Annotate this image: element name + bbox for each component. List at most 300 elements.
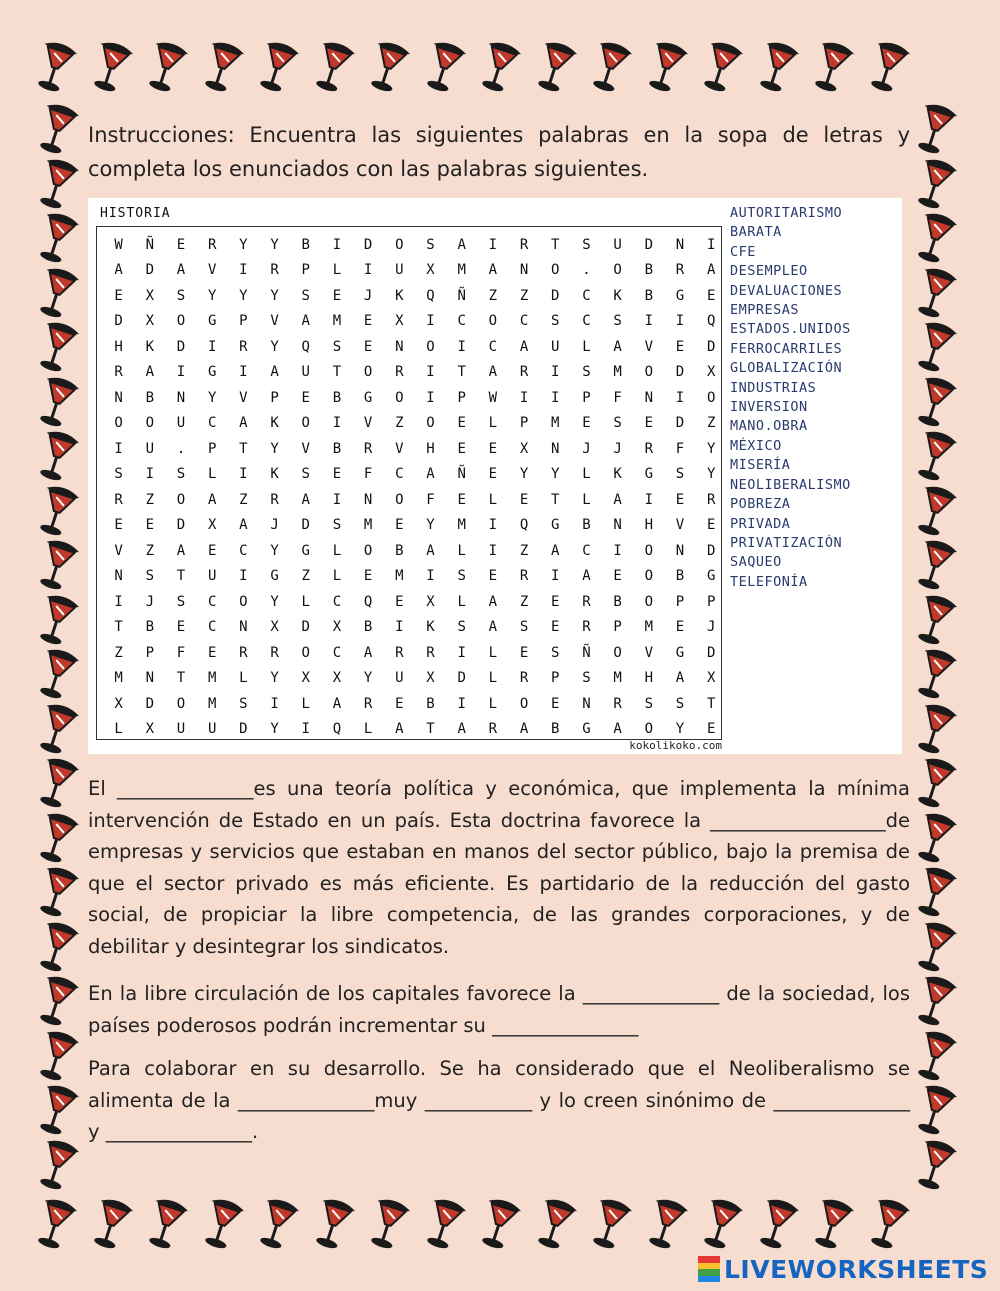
grid-letter[interactable]: C [395,466,404,483]
grid-letter[interactable]: K [145,338,154,355]
grid-letter[interactable]: E [457,440,466,457]
grid-letter[interactable]: S [457,568,466,585]
grid-letter[interactable]: P [457,389,466,406]
grid-letter[interactable]: A [301,491,310,508]
grid-letter[interactable]: E [675,338,685,355]
grid-letter[interactable]: E [332,466,342,483]
grid-letter[interactable]: X [706,670,716,687]
grid-letter[interactable]: S [457,619,466,636]
grid-letter[interactable]: A [332,695,342,712]
grid-letter[interactable]: U [207,568,217,585]
grid-letter[interactable]: G [207,364,217,381]
grid-letter[interactable]: G [551,517,560,534]
grid-letter[interactable]: G [675,287,685,304]
grid-letter[interactable]: G [675,644,685,661]
grid-letter[interactable]: B [613,593,622,610]
grid-letter[interactable]: V [395,440,404,457]
grid-letter[interactable]: E [551,593,560,610]
grid-letter[interactable]: B [145,619,154,636]
grid-letter[interactable]: U [207,721,217,738]
grid-letter[interactable]: A [457,236,466,253]
grid-letter[interactable]: K [613,287,622,304]
grid-letter[interactable]: B [301,236,310,253]
grid-letter[interactable]: L [363,721,373,738]
grid-letter[interactable]: S [239,695,248,712]
grid-letter[interactable]: H [644,670,653,687]
grid-letter[interactable]: O [176,491,186,508]
grid-letter[interactable]: A [239,517,248,534]
grid-letter[interactable]: I [644,313,653,330]
grid-letter[interactable]: E [706,287,716,304]
grid-letter[interactable]: D [176,338,186,355]
grid-letter[interactable]: S [644,695,653,712]
grid-letter[interactable]: L [488,491,498,508]
grid-letter[interactable]: D [301,517,310,534]
grid-letter[interactable]: E [457,415,466,432]
grid-letter[interactable]: Y [270,542,279,559]
grid-letter[interactable]: C [457,313,466,330]
grid-letter[interactable]: A [613,338,622,355]
grid-letter[interactable]: W [488,389,498,406]
grid-letter[interactable]: I [207,338,217,355]
grid-letter[interactable]: F [426,491,435,508]
grid-letter[interactable]: O [395,236,404,253]
grid-letter[interactable]: R [239,338,248,355]
grid-letter[interactable]: E [207,542,217,559]
grid-letter[interactable]: I [426,364,435,381]
grid-letter[interactable]: Y [239,236,248,253]
grid-letter[interactable]: E [457,491,466,508]
grid-letter[interactable]: L [301,695,310,712]
grid-letter[interactable]: A [519,338,529,355]
grid-letter[interactable]: O [644,568,653,585]
grid-letter[interactable]: V [114,542,123,559]
grid-letter[interactable]: L [582,491,591,508]
grid-letter[interactable]: L [301,593,310,610]
grid-letter[interactable]: E [488,440,498,457]
grid-letter[interactable]: E [519,644,529,661]
grid-letter[interactable]: F [363,466,373,483]
grid-letter[interactable]: E [488,568,498,585]
grid-letter[interactable]: Z [145,542,154,559]
letter-grid[interactable] [103,232,727,742]
grid-letter[interactable]: M [207,695,217,712]
grid-letter[interactable]: D [145,695,154,712]
grid-letter[interactable]: L [332,568,342,585]
grid-letter[interactable]: A [176,542,186,559]
grid-letter[interactable]: I [239,262,248,279]
grid-letter[interactable]: L [488,415,498,432]
grid-letter[interactable]: R [239,644,248,661]
grid-letter[interactable]: I [706,236,716,253]
grid-letter[interactable]: D [145,262,154,279]
grid-letter[interactable]: O [363,364,373,381]
grid-letter[interactable]: A [488,262,498,279]
grid-letter[interactable]: U [176,721,186,738]
grid-letter[interactable]: P [613,619,622,636]
grid-letter[interactable]: A [488,364,498,381]
grid-letter[interactable]: B [582,517,591,534]
grid-letter[interactable]: N [613,517,622,534]
grid-letter[interactable]: O [114,415,123,432]
grid-letter[interactable]: A [706,262,716,279]
grid-letter[interactable]: W [114,236,123,253]
grid-letter[interactable]: I [239,364,248,381]
grid-letter[interactable]: I [675,389,685,406]
grid-letter[interactable]: P [675,593,685,610]
grid-letter[interactable]: R [675,262,685,279]
grid-letter[interactable]: G [207,313,217,330]
grid-letter[interactable]: S [613,415,622,432]
grid-letter[interactable]: Y [706,440,716,457]
grid-letter[interactable]: B [551,721,560,738]
grid-letter[interactable]: J [145,593,154,610]
grid-letter[interactable]: L [582,338,591,355]
grid-letter[interactable]: E [363,313,373,330]
grid-letter[interactable]: I [239,568,248,585]
grid-letter[interactable]: S [332,517,342,534]
grid-letter[interactable]: E [644,415,653,432]
grid-letter[interactable]: U [395,670,404,687]
grid-letter[interactable]: Ñ [582,644,591,661]
grid-letter[interactable]: E [363,568,373,585]
grid-letter[interactable]: X [426,593,435,610]
grid-letter[interactable]: D [675,415,685,432]
grid-letter[interactable]: I [332,491,342,508]
grid-letter[interactable]: V [644,644,653,661]
grid-letter[interactable]: D [301,619,310,636]
grid-letter[interactable]: X [332,619,342,636]
grid-letter[interactable]: R [207,236,217,253]
grid-letter[interactable]: F [176,644,186,661]
grid-letter[interactable]: R [582,619,591,636]
grid-letter[interactable]: R [426,644,435,661]
grid-letter[interactable]: L [114,721,123,738]
grid-letter[interactable]: H [114,338,123,355]
grid-letter[interactable]: D [706,338,716,355]
grid-letter[interactable]: P [145,644,154,661]
grid-letter[interactable]: E [114,287,123,304]
grid-letter[interactable]: K [426,619,435,636]
grid-letter[interactable]: G [301,542,310,559]
grid-letter[interactable]: B [395,542,404,559]
grid-letter[interactable]: X [395,313,404,330]
grid-letter[interactable]: E [582,415,591,432]
grid-letter[interactable]: C [207,593,217,610]
grid-letter[interactable]: Q [332,721,342,738]
grid-letter[interactable]: A [176,262,186,279]
grid-letter[interactable]: I [457,644,466,661]
grid-letter[interactable]: X [706,364,716,381]
grid-letter[interactable]: M [114,670,123,687]
grid-letter[interactable]: I [488,542,498,559]
grid-letter[interactable]: X [145,721,154,738]
grid-letter[interactable]: T [426,721,435,738]
grid-letter[interactable]: P [301,262,310,279]
grid-letter[interactable]: P [270,389,279,406]
grid-letter[interactable]: M [457,517,466,534]
grid-letter[interactable]: . [176,440,186,457]
grid-letter[interactable]: T [551,236,560,253]
grid-letter[interactable]: J [613,440,622,457]
grid-letter[interactable]: I [114,440,123,457]
grid-letter[interactable]: I [613,542,622,559]
grid-letter[interactable]: V [675,517,685,534]
grid-letter[interactable]: K [395,287,404,304]
grid-letter[interactable]: C [207,619,217,636]
grid-letter[interactable]: Z [519,287,529,304]
grid-letter[interactable]: D [176,517,186,534]
grid-letter[interactable]: N [145,670,154,687]
grid-letter[interactable]: L [488,670,498,687]
grid-letter[interactable]: L [332,542,342,559]
grid-letter[interactable]: N [675,542,685,559]
grid-letter[interactable]: M [363,517,373,534]
grid-letter[interactable]: N [363,491,373,508]
grid-letter[interactable]: O [551,262,560,279]
grid-letter[interactable]: M [551,415,560,432]
grid-letter[interactable]: M [613,670,622,687]
grid-letter[interactable]: A [613,721,622,738]
grid-letter[interactable]: I [675,313,685,330]
grid-letter[interactable]: Ñ [145,236,154,253]
grid-letter[interactable]: E [675,619,685,636]
grid-letter[interactable]: B [332,440,342,457]
grid-letter[interactable]: I [488,517,498,534]
grid-letter[interactable]: R [613,695,622,712]
grid-letter[interactable]: X [207,517,217,534]
grid-letter[interactable]: U [551,338,560,355]
grid-letter[interactable]: R [519,568,529,585]
grid-letter[interactable]: Ñ [457,466,466,483]
grid-letter[interactable]: I [301,721,310,738]
grid-letter[interactable]: P [582,389,591,406]
grid-letter[interactable]: I [551,568,560,585]
grid-letter[interactable]: D [675,364,685,381]
grid-letter[interactable]: U [395,262,404,279]
grid-letter[interactable]: T [706,695,716,712]
grid-letter[interactable]: N [395,338,404,355]
grid-letter[interactable]: L [207,466,217,483]
grid-letter[interactable]: Q [519,517,529,534]
grid-letter[interactable]: A [114,262,123,279]
grid-letter[interactable]: E [114,517,123,534]
grid-letter[interactable]: O [395,389,404,406]
grid-letter[interactable]: I [363,262,373,279]
grid-letter[interactable]: Y [675,721,685,738]
grid-letter[interactable]: E [363,338,373,355]
grid-letter[interactable]: R [519,670,529,687]
grid-letter[interactable]: A [426,542,435,559]
grid-letter[interactable]: U [145,440,154,457]
grid-letter[interactable]: E [519,491,529,508]
grid-letter[interactable]: E [551,619,560,636]
grid-letter[interactable]: C [488,338,498,355]
grid-letter[interactable]: I [270,695,279,712]
grid-letter[interactable]: S [551,313,560,330]
grid-letter[interactable]: P [706,593,716,610]
grid-letter[interactable]: T [176,670,186,687]
grid-letter[interactable]: B [145,389,154,406]
grid-letter[interactable]: Y [270,593,279,610]
grid-letter[interactable]: J [363,287,373,304]
grid-letter[interactable]: D [706,542,716,559]
grid-letter[interactable]: X [332,670,342,687]
grid-letter[interactable]: N [114,568,123,585]
grid-letter[interactable]: E [706,517,716,534]
grid-letter[interactable]: M [457,262,466,279]
grid-letter[interactable]: R [270,262,279,279]
grid-letter[interactable]: O [239,593,248,610]
grid-letter[interactable]: L [457,593,466,610]
grid-letter[interactable]: S [582,236,591,253]
grid-letter[interactable]: Z [239,491,248,508]
grid-letter[interactable]: C [332,593,342,610]
grid-letter[interactable]: I [395,619,404,636]
grid-letter[interactable]: Ñ [457,287,466,304]
grid-letter[interactable]: X [301,670,310,687]
grid-letter[interactable]: Y [706,466,716,483]
grid-letter[interactable]: . [582,262,591,279]
grid-letter[interactable]: E [301,389,310,406]
grid-letter[interactable]: Y [207,287,217,304]
grid-letter[interactable]: B [644,262,653,279]
grid-letter[interactable]: Y [270,670,279,687]
grid-letter[interactable]: R [363,695,373,712]
grid-letter[interactable]: O [301,644,310,661]
grid-letter[interactable]: R [519,364,529,381]
grid-letter[interactable]: K [270,415,279,432]
grid-letter[interactable]: X [145,287,154,304]
grid-letter[interactable]: E [395,517,404,534]
grid-letter[interactable]: V [239,389,248,406]
grid-letter[interactable]: S [551,644,560,661]
grid-letter[interactable]: R [270,491,279,508]
grid-letter[interactable]: A [488,619,498,636]
grid-letter[interactable]: N [519,262,529,279]
grid-letter[interactable]: Q [706,313,716,330]
grid-letter[interactable]: A [239,415,248,432]
grid-letter[interactable]: S [114,466,123,483]
grid-letter[interactable]: U [301,364,310,381]
grid-letter[interactable]: O [426,338,435,355]
grid-letter[interactable]: H [426,440,435,457]
grid-letter[interactable]: R [488,721,498,738]
grid-letter[interactable]: O [644,542,653,559]
grid-letter[interactable]: N [176,389,186,406]
grid-letter[interactable]: Z [706,415,716,432]
grid-letter[interactable]: I [457,338,466,355]
grid-letter[interactable]: X [145,313,154,330]
grid-letter[interactable]: J [270,517,279,534]
grid-letter[interactable]: S [675,695,685,712]
grid-letter[interactable]: I [426,389,435,406]
grid-letter[interactable]: G [270,568,279,585]
grid-letter[interactable]: Z [301,568,310,585]
grid-letter[interactable]: P [551,670,560,687]
grid-letter[interactable]: S [176,593,186,610]
grid-letter[interactable]: Y [270,440,279,457]
grid-letter[interactable]: X [426,262,435,279]
grid-letter[interactable]: N [675,236,685,253]
grid-letter[interactable]: P [207,440,217,457]
grid-letter[interactable]: Z [145,491,154,508]
grid-letter[interactable]: M [613,364,622,381]
grid-letter[interactable]: O [176,695,186,712]
grid-letter[interactable]: Q [426,287,435,304]
grid-letter[interactable]: N [644,389,653,406]
grid-letter[interactable]: O [644,364,653,381]
grid-letter[interactable]: E [551,695,560,712]
grid-letter[interactable]: S [426,236,435,253]
grid-letter[interactable]: O [613,644,622,661]
grid-letter[interactable]: X [270,619,279,636]
grid-letter[interactable]: I [145,466,154,483]
grid-letter[interactable]: E [675,491,685,508]
grid-letter[interactable]: D [644,236,653,253]
grid-letter[interactable]: Q [363,593,373,610]
grid-letter[interactable]: E [488,466,498,483]
grid-letter[interactable]: Y [270,236,279,253]
grid-letter[interactable]: A [395,721,404,738]
grid-letter[interactable]: R [114,364,123,381]
grid-letter[interactable]: P [519,415,529,432]
grid-letter[interactable]: R [363,440,373,457]
grid-letter[interactable]: S [582,670,591,687]
grid-letter[interactable]: M [644,619,653,636]
grid-letter[interactable]: M [395,568,404,585]
grid-letter[interactable]: S [332,338,342,355]
grid-letter[interactable]: Z [114,644,123,661]
grid-letter[interactable]: I [114,593,123,610]
grid-letter[interactable]: I [332,236,342,253]
grid-letter[interactable]: J [582,440,591,457]
grid-letter[interactable]: G [706,568,716,585]
grid-letter[interactable]: A [613,491,622,508]
grid-letter[interactable]: A [457,721,466,738]
grid-letter[interactable]: C [519,313,529,330]
grid-letter[interactable]: A [145,364,154,381]
grid-letter[interactable]: T [457,364,466,381]
grid-letter[interactable]: K [270,466,279,483]
grid-letter[interactable]: R [395,644,404,661]
grid-letter[interactable]: D [363,236,373,253]
grid-letter[interactable]: L [488,644,498,661]
grid-letter[interactable]: I [644,491,653,508]
grid-letter[interactable]: E [395,593,404,610]
grid-letter[interactable]: S [145,568,154,585]
grid-letter[interactable]: O [363,542,373,559]
grid-letter[interactable]: V [207,262,217,279]
grid-letter[interactable]: C [239,542,248,559]
grid-letter[interactable]: N [114,389,123,406]
grid-letter[interactable]: Y [551,466,560,483]
grid-letter[interactable]: Z [395,415,404,432]
grid-letter[interactable]: I [426,568,435,585]
grid-letter[interactable]: E [613,568,622,585]
grid-letter[interactable]: B [426,695,435,712]
grid-letter[interactable]: O [519,695,529,712]
grid-letter[interactable]: R [706,491,716,508]
grid-letter[interactable]: V [270,313,279,330]
grid-letter[interactable]: Z [519,593,529,610]
grid-letter[interactable]: G [363,389,373,406]
grid-letter[interactable]: S [613,313,622,330]
grid-letter[interactable]: Y [207,389,217,406]
grid-letter[interactable]: O [706,389,716,406]
grid-letter[interactable]: O [644,721,653,738]
grid-letter[interactable]: A [426,466,435,483]
